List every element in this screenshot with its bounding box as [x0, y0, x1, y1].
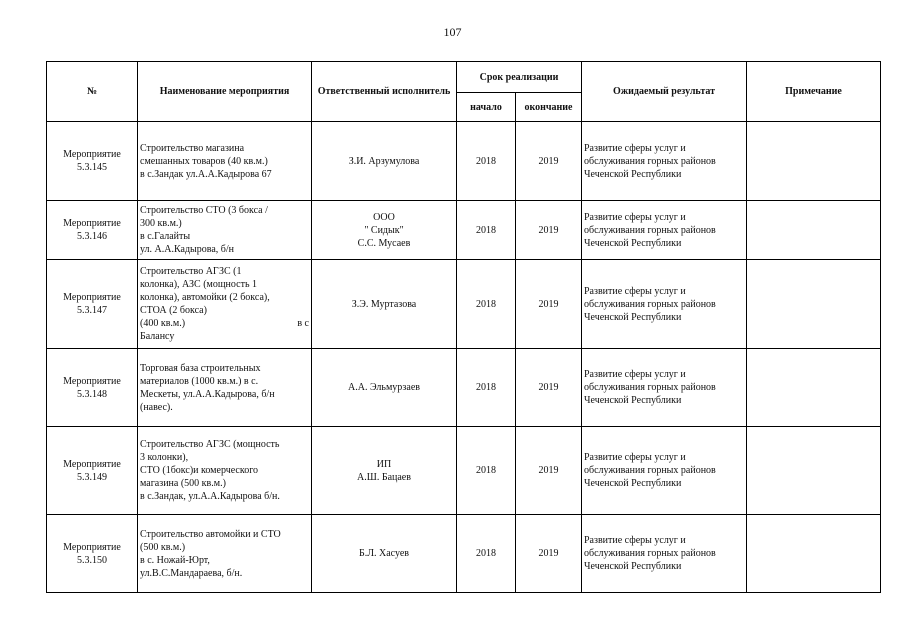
event-id-cell	[47, 349, 138, 427]
result-line: Чеченской Республики	[584, 395, 682, 406]
responsible-cell	[312, 201, 457, 260]
event-name-line: Строительство магазина	[140, 142, 245, 154]
note-cell	[747, 201, 881, 260]
page-number: 107	[443, 25, 462, 39]
responsible-line: З.И. Арзумулова	[348, 155, 420, 167]
table-row	[47, 349, 881, 427]
event-id-line: Мероприятие	[63, 149, 121, 160]
result-cell	[582, 349, 747, 427]
header-responsible: Ответственный исполнитель	[312, 62, 457, 122]
event-name-line: в с.Зандак, ул.А.А.Кадырова б/н.	[140, 491, 280, 502]
event-name-line: магазина (500 кв.м.)	[140, 478, 226, 489]
header-number: №	[47, 62, 138, 122]
header-start: начало	[457, 93, 516, 122]
responsible-line: Б.Л. Хасуев	[358, 548, 410, 559]
table-header-row	[47, 62, 881, 93]
table-row	[47, 427, 881, 515]
result-line: обслуживания горных районов	[584, 298, 716, 310]
result-line: Развитие сферы услуг и	[584, 285, 686, 297]
note-cell	[747, 260, 881, 349]
event-name-line: Строительство АГЗС (мощность	[140, 439, 280, 450]
event-name-line: (навес).	[140, 401, 173, 413]
event-name-cell	[138, 349, 312, 427]
responsible-line: С.С. Мусаев	[357, 237, 411, 249]
responsible-line: ИП	[376, 458, 392, 470]
note-cell	[747, 515, 881, 593]
header-event-name: Наименование мероприятия	[138, 62, 312, 122]
event-id-cell	[47, 515, 138, 593]
event-id-line: Мероприятие	[63, 218, 121, 229]
responsible-cell	[312, 427, 457, 515]
result-line: Развитие сферы услуг и	[584, 369, 686, 380]
result-line: Развитие сферы услуг и	[584, 142, 686, 154]
end-year-cell: 2019	[516, 515, 582, 593]
responsible-line: З.Э. Муртазова	[351, 298, 417, 310]
event-name-line: Мескеты, ул.А.А.Кадырова, б/н	[140, 388, 275, 400]
header-period: Срок реализации	[457, 62, 582, 93]
note-cell	[747, 427, 881, 515]
responsible-line: " Сидык"	[364, 224, 404, 236]
table-row	[47, 515, 881, 593]
result-line: обслуживания горных районов	[584, 382, 716, 393]
result-cell	[582, 260, 747, 349]
event-name-cell	[138, 515, 312, 593]
result-line: обслуживания горных районов	[584, 548, 716, 559]
event-name-line: смешанных товаров (40 кв.м.)	[140, 155, 268, 167]
event-id-line: 5.3.150	[77, 554, 107, 566]
result-line: обслуживания горных районов	[584, 465, 716, 476]
end-year-cell: 2019	[516, 349, 582, 427]
responsible-line: А.А. Эльмурзаев	[348, 382, 420, 393]
result-line: Развитие сферы услуг и	[584, 452, 686, 463]
event-name-line: в с.Зандак ул.А.А.Кадырова 67	[140, 168, 272, 180]
table-row	[47, 201, 881, 260]
event-name-cell	[138, 201, 312, 260]
header-note: Примечание	[747, 62, 881, 122]
event-id-line: Мероприятие	[63, 541, 121, 553]
start-year-cell: 2018	[457, 515, 516, 593]
result-cell	[582, 122, 747, 201]
event-name-split-line	[140, 317, 309, 330]
result-line: Развитие сферы услуг и	[584, 535, 686, 546]
responsible-cell	[312, 122, 457, 201]
event-id-cell	[47, 201, 138, 260]
table-row	[47, 260, 881, 349]
result-line: Развитие сферы услуг и	[584, 211, 686, 223]
result-cell	[582, 515, 747, 593]
end-year-cell: 2019	[516, 427, 582, 515]
event-name-line: Строительство автомойки и СТО	[140, 528, 281, 540]
start-year-cell: 2018	[457, 349, 516, 427]
event-name-line: Торговая база строительных	[140, 362, 261, 374]
end-year-cell: 2019	[516, 260, 582, 349]
event-name-line: 3 колонки),	[140, 452, 189, 463]
result-line: Чеченской Республики	[584, 237, 682, 249]
event-name-line: Строительство АГЗС (1	[140, 266, 242, 277]
start-year-cell: 2018	[457, 201, 516, 260]
header-expected-result: Ожидаемый результат	[582, 62, 747, 122]
event-name-line: Балансу	[140, 331, 175, 342]
events-table	[46, 61, 881, 593]
event-id-cell	[47, 122, 138, 201]
event-id-line: 5.3.147	[77, 305, 107, 316]
event-name-cell	[138, 427, 312, 515]
event-id-line: 5.3.146	[77, 231, 107, 242]
event-id-line: Мероприятие	[63, 375, 121, 387]
event-id-line: Мероприятие	[63, 292, 121, 303]
event-name-cell	[138, 122, 312, 201]
start-year-cell: 2018	[457, 427, 516, 515]
end-year-cell: 2019	[516, 122, 582, 201]
event-name-fragment: в с	[297, 318, 309, 329]
event-id-line: 5.3.145	[77, 162, 107, 173]
event-name-line: колонка), автомойки (2 бокса),	[140, 292, 270, 303]
start-year-cell: 2018	[457, 122, 516, 201]
event-id-line: 5.3.149	[77, 471, 107, 483]
start-year-cell: 2018	[457, 260, 516, 349]
result-line: Чеченской Республики	[584, 311, 682, 323]
event-name-line: в с.Галайты	[140, 231, 191, 242]
event-name-cell	[138, 260, 312, 349]
responsible-cell	[312, 515, 457, 593]
result-cell	[582, 427, 747, 515]
note-cell	[747, 349, 881, 427]
header-end: окончание	[516, 93, 582, 122]
event-name-line: ул.В.С.Мандараева, б/н.	[140, 567, 243, 579]
responsible-line: ООО	[373, 211, 395, 223]
result-line: Чеченской Республики	[584, 478, 682, 489]
event-name-line: (500 кв.м.)	[140, 541, 186, 553]
event-name-line: СТО (1бокс)и комерческого	[140, 465, 259, 476]
event-name-line: в с. Ножай-Юрт,	[140, 554, 210, 566]
responsible-cell	[312, 260, 457, 349]
result-line: Чеченской Республики	[584, 561, 682, 572]
event-name-line: 300 кв.м.)	[140, 218, 182, 229]
event-name-line: колонка), АЗС (мощность 1	[140, 279, 258, 290]
event-name-line: Строительство СТО (3 бокса /	[140, 205, 268, 216]
result-line: обслуживания горных районов	[584, 224, 716, 236]
responsible-cell	[312, 349, 457, 427]
event-id-cell	[47, 260, 138, 349]
event-name-line: материалов (1000 кв.м.) в с.	[140, 375, 259, 387]
result-line: обслуживания горных районов	[584, 155, 716, 167]
result-cell	[582, 201, 747, 260]
result-line: Чеченской Республики	[584, 168, 682, 180]
event-id-line: Мероприятие	[63, 458, 121, 470]
event-name-line: СТОА (2 бокса)	[140, 305, 207, 316]
note-cell	[747, 122, 881, 201]
end-year-cell: 2019	[516, 201, 582, 260]
event-name-fragment: (400 кв.м.)	[140, 318, 186, 329]
event-name-line: ул. А.А.Кадырова, б/н	[140, 244, 235, 255]
event-id-cell	[47, 427, 138, 515]
event-id-line: 5.3.148	[77, 388, 107, 400]
table-row	[47, 122, 881, 201]
responsible-line: А.Ш. Бацаев	[357, 471, 411, 483]
